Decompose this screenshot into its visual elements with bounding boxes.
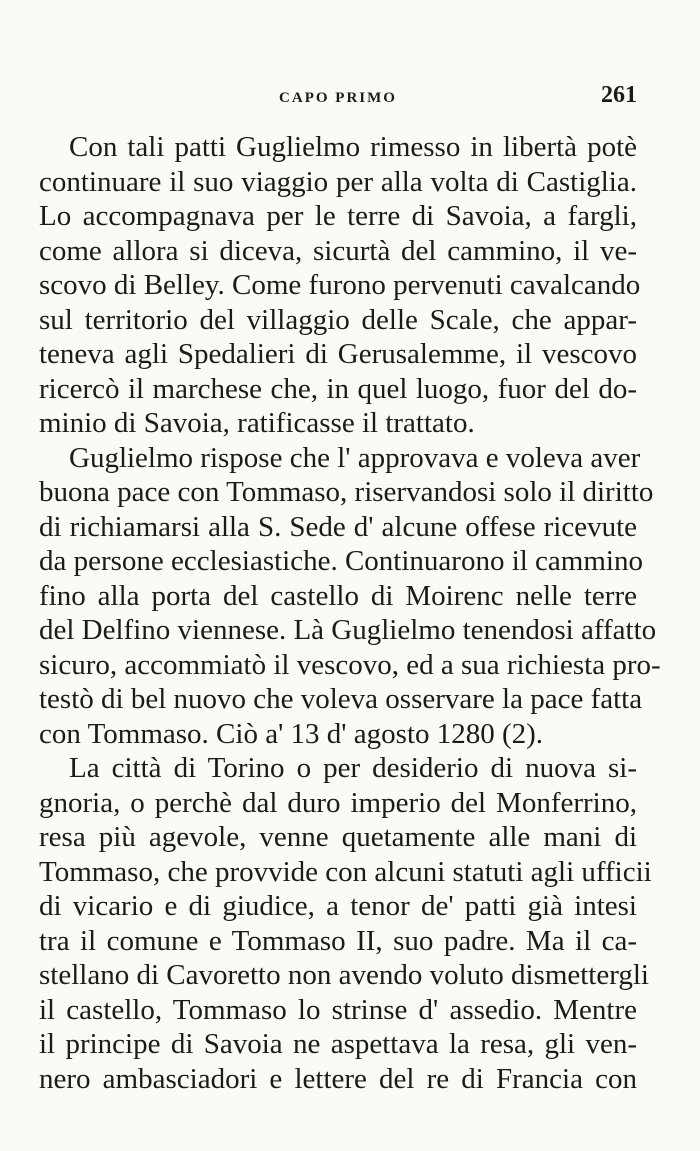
text-line: La città di Torino o per desiderio di nuova si- xyxy=(69,752,637,784)
text-line: del Delfino viennese. Là Guglielmo tenendosi affatto xyxy=(39,614,657,646)
text-line: sul territorio del villaggio delle Scale, che appar- xyxy=(39,303,637,336)
text-line: nero ambasciadori e lettere del re di Francia con xyxy=(39,1062,637,1095)
text-line: con Tommaso. Ciò a' 13 d' agosto 1280 (2). xyxy=(39,717,544,750)
text-line: di vicario e di giudice, a tenor de' patti già intesi xyxy=(39,890,637,922)
text-line: stellano di Cavoretto non avendo voluto dismettergli xyxy=(39,959,649,991)
paragraph-1 xyxy=(39,130,641,441)
text-line: da persone ecclesiastiche. Continuarono il cammino xyxy=(39,545,643,577)
text-line: il principe di Savoia ne aspettava la resa, gli ven- xyxy=(39,1028,637,1060)
running-head xyxy=(39,82,637,110)
text-line: sicuro, accommiatò il vescovo, ed a sua richiesta pro- xyxy=(39,648,661,681)
text-line: scovo di Belley. Come furono pervenuti cavalcando xyxy=(39,269,641,301)
text-line: teneva agli Spedalieri di Gerusalemme, il vescovo xyxy=(39,338,637,370)
text-line: ricercò il marchese che, in quel luogo, fuor del do- xyxy=(39,372,637,405)
text-line: minio di Savoia, ratificasse il trattato. xyxy=(39,407,475,439)
text-line: Guglielmo rispose che l' approvava e voleva aver xyxy=(69,441,641,474)
text-line: Con tali patti Guglielmo rimesso in libertà potè xyxy=(69,131,637,163)
paragraph-2 xyxy=(39,441,661,752)
text-line: di richiamarsi alla S. Sede d' alcune offese ricevute xyxy=(39,510,637,543)
text-line: gnoria, o perchè dal duro imperio del Monferrino, xyxy=(39,786,637,819)
text-line: testò di bel nuovo che voleva osservare la pace fatta xyxy=(39,683,643,715)
page-number: 261 xyxy=(601,82,637,108)
paragraph-3 xyxy=(39,751,652,1096)
text-line: tra il comune e Tommaso II, suo padre. Ma il ca- xyxy=(39,924,637,957)
text-line: come allora si diceva, sicurtà del cammino, il ve- xyxy=(39,234,637,267)
text-line: il castello, Tommaso lo strinse d' assedio. Mentre xyxy=(39,993,637,1026)
body-text xyxy=(39,130,661,1096)
text-line: fino alla porta del castello di Moirenc nelle terre xyxy=(39,579,637,612)
running-title: CAPO PRIMO xyxy=(279,90,397,106)
text-line: Lo accompagnava per le terre di Savoia, a fargli, xyxy=(39,200,637,232)
text-line: resa più agevole, venne quetamente alle mani di xyxy=(39,821,637,853)
text-line: buona pace con Tommaso, riservandosi solo il diritto xyxy=(39,476,654,508)
text-line: continuare il suo viaggio per alla volta di Castiglia. xyxy=(39,165,637,198)
text-line: Tommaso, che provvide con alcuni statuti agli ufficii xyxy=(39,855,652,888)
